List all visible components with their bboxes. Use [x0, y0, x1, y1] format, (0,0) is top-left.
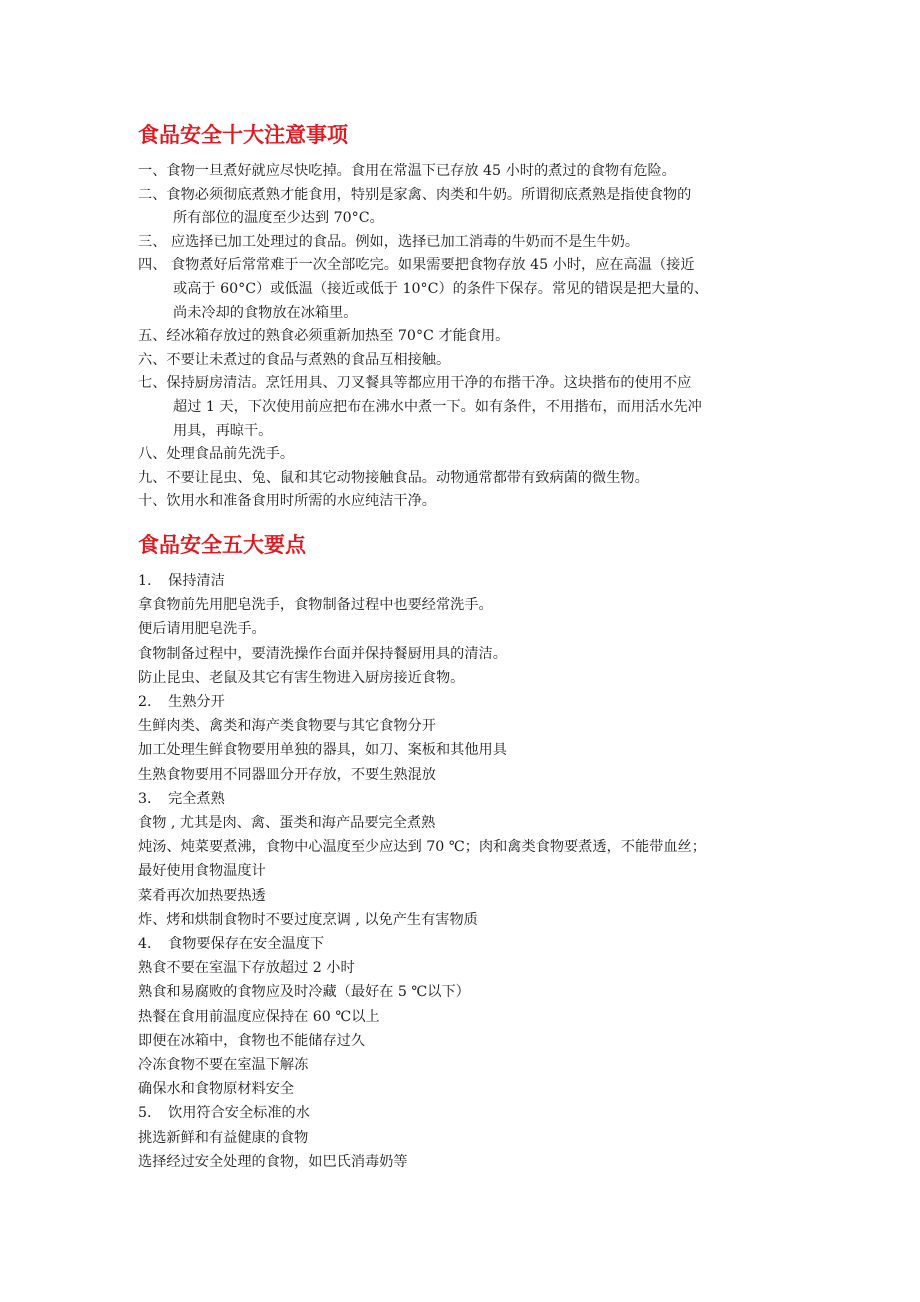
list-item-line: 九、不要让昆虫、兔、鼠和其它动物接触食品。动物通常都带有致病菌的微生物。: [138, 469, 649, 486]
key-heading-text: 完全煮熟: [168, 790, 225, 807]
key-detail-line: 熟食不要在室温下存放超过 2 小时: [138, 960, 355, 977]
list-item: [138, 325, 788, 349]
key-detail-line: 拿食物前先用肥皂洗手，食物制备过程中也要经常洗手。: [138, 597, 493, 614]
key-heading-text: 生熟分开: [168, 694, 225, 711]
key-heading-text: 饮用符合安全标准的水: [168, 1105, 310, 1122]
list-item: [138, 160, 788, 184]
key-detail-line: 菜肴再次加热要热透: [138, 887, 266, 904]
key-heading-text: 保持清洁: [168, 573, 225, 589]
list-item: [138, 443, 788, 467]
key-number: 2.: [138, 694, 152, 711]
section-title-ten-precautions: 食品安全十大注意事项: [138, 122, 348, 147]
key-heading: [138, 1101, 788, 1125]
ten-precautions-list: [138, 160, 788, 514]
list-item: [138, 467, 788, 491]
section-title-five-keys: 食品安全五大要点: [138, 532, 306, 557]
list-item-line: 一、食物一旦煮好就应尽快吃掉。食用在常温下已存放 45 小时的煮过的食物有危险。: [138, 163, 676, 179]
key-detail-line: 冷冻食物不要在室温下解冻: [138, 1057, 309, 1074]
list-item-continuation: 或高于 60°C）或低温（接近或低于 10°C）的条件下保存。常见的错误是把大量的、: [173, 280, 709, 297]
list-item-line: 五、经冰箱存放过的熟食必须重新加热至 70°C 才能食用。: [138, 328, 510, 345]
key-detail-line: 热餐在食用前温度应保持在 60 ℃以上: [138, 1008, 380, 1025]
list-item: [138, 254, 788, 325]
key-number: 3.: [138, 790, 152, 807]
key-number: 5.: [138, 1105, 152, 1122]
key-heading: [138, 569, 788, 593]
list-item: [138, 349, 788, 373]
key-detail-line: 熟食和易腐败的食物应及时冷藏（最好在 5 ℃以下）: [138, 984, 470, 1001]
key-detail-line: 加工处理生鲜食物要用单独的器具，如刀、案板和其他用具: [138, 742, 507, 759]
key-detail-line: 确保水和食物原材料安全: [138, 1081, 295, 1098]
list-item-line: 七、保持厨房清洁。烹饪用具、刀叉餐具等都应用干净的布揩干净。这块揩布的使用不应: [138, 375, 692, 392]
list-item: [138, 372, 788, 443]
key-number: 4.: [138, 936, 152, 953]
key-detail-line: 食物 , 尤其是肉、禽、蛋类和海产品要完全煮熟: [138, 815, 436, 832]
list-item-line: 三、 应选择已加工处理过的食品。例如，选择已加工消毒的牛奶而不是生牛奶。: [138, 233, 640, 250]
key-detail-line: 便后请用肥皂洗手。: [138, 621, 266, 638]
list-item: [138, 184, 788, 231]
list-item: [138, 231, 788, 255]
key-detail-line: 即便在冰箱中，食物也不能储存过久: [138, 1032, 366, 1049]
list-item-continuation: 尚未冷却的食物放在冰箱里。: [173, 304, 358, 321]
key-detail-line: 食物制备过程中，要清洗操作台面并保持餐厨用具的清洁。: [138, 645, 507, 662]
list-item-line: 十、饮用水和准备食用时所需的水应纯洁干净。: [138, 493, 436, 510]
list-item-line: 二、食物必须彻底煮熟才能食用，特别是家禽、肉类和牛奶。所谓彻底煮熟是指使食物的: [138, 186, 692, 203]
key-detail-line: 生熟食物要用不同器皿分开存放，不要生熟混放: [138, 766, 436, 783]
key-detail-line: 挑选新鲜和有益健康的食物: [138, 1129, 309, 1146]
key-detail-line: 选择经过安全处理的食物，如巴氏消毒奶等: [138, 1153, 408, 1170]
key-heading: [138, 932, 788, 956]
key-heading: [138, 787, 788, 811]
key-heading: [138, 690, 788, 714]
key-detail-line: 防止昆虫、老鼠及其它有害生物进入厨房接近食物。: [138, 669, 465, 686]
list-item-continuation: 用具，再晾干。: [173, 422, 273, 439]
list-item-continuation: 所有部位的温度至少达到 70°C。: [173, 210, 384, 227]
five-keys-body: [138, 569, 788, 1174]
list-item-line: 四、 食物煮好后常常难于一次全部吃完。如果需要把食物存放 45 小时，应在高温（接近: [138, 257, 695, 274]
list-item: [138, 490, 788, 514]
key-detail-line: 最好使用食物温度计: [138, 863, 266, 880]
key-detail-line: 炸、烤和烘制食物时不要过度烹调 , 以免产生有害物质: [138, 911, 478, 928]
key-detail-line: 生鲜肉类、禽类和海产类食物要与其它食物分开: [138, 718, 436, 735]
key-heading-text: 食物要保存在安全温度下: [168, 936, 325, 953]
list-item-continuation: 超过 1 天，下次使用前应把布在沸水中煮一下。如有条件，不用揩布，而用活水先冲: [173, 398, 702, 415]
list-item-line: 六、不要让未煮过的食品与煮熟的食品互相接触。: [138, 351, 451, 368]
key-number: 1.: [138, 573, 152, 589]
list-item-line: 八、处理食品前先洗手。: [138, 446, 295, 463]
key-detail-line: 炖汤、炖菜要煮沸，食物中心温度至少应达到 70 ℃；肉和禽类食物要煮透，不能带血丝；: [138, 839, 706, 856]
